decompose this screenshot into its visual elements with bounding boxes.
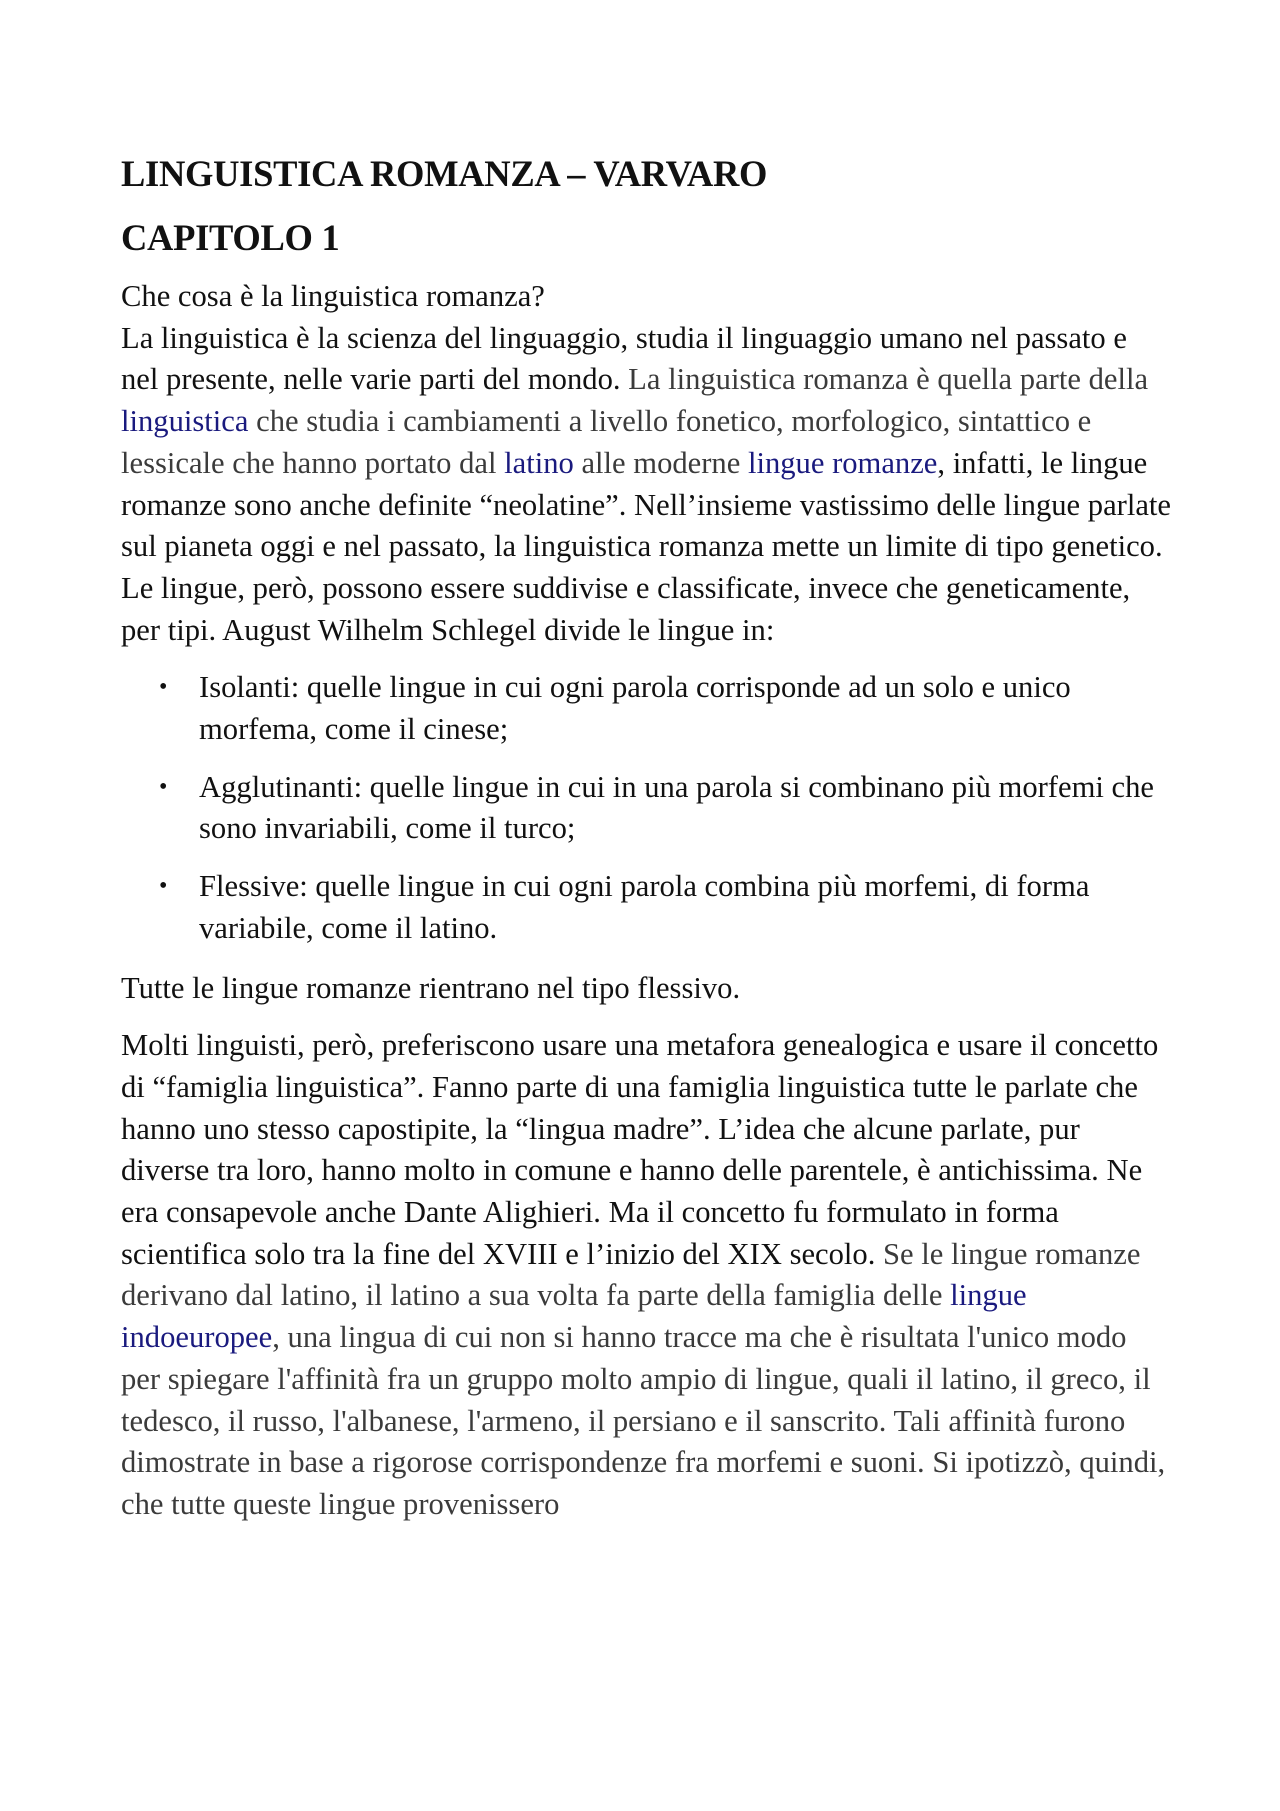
link-lingue-indoeuropee[interactable]: lingue indoeuropee: [121, 1278, 1027, 1355]
link-linguistica[interactable]: linguistica: [121, 404, 249, 439]
paragraph-famiglia-part-b: Se le lingue romanze derivano dal latino, il latino a sua volta fa parte della famiglia delle: [121, 1236, 1141, 1313]
list-item-isolanti: [121, 667, 1171, 750]
paragraph-definition-part-a: La linguistica è la scienza del linguaggio, studia il linguaggio umano nel passato e nel presente, nelle varie parti del mondo.: [121, 320, 1127, 397]
paragraph-definition-part-e: , infatti, le lingue romanze sono anche definite “neolatine”. Nell’insieme vastissimo delle lingue parlate sul pianeta oggi e nel passato, la linguistica romanza mette un limite di tipo genetico.: [121, 445, 1172, 564]
list-item-agglutinanti: [121, 767, 1171, 850]
bullet-icon: •: [159, 773, 168, 800]
chapter-heading: CAPITOLO 1: [121, 217, 340, 258]
list-item-text: Isolanti: quelle lingue in cui ogni parola corrisponde ad un solo e unico morfema, come il cinese;: [199, 670, 1071, 747]
document-title: LINGUISTICA ROMANZA – VARVARO: [121, 153, 768, 194]
list-item-flessive: [121, 866, 1171, 949]
paragraph-famiglia: [121, 1025, 1171, 1525]
link-latino[interactable]: latino: [504, 445, 574, 480]
document-page: [121, 152, 1171, 1526]
list-item-text: Flessive: quelle lingue in cui ogni parola combina più morfemi, di forma variabile, come il latino.: [199, 869, 1090, 945]
paragraph-classification: Le lingue, però, possono essere suddivise e classificate, invece che geneticamente, per tipi. August Wilhelm Schlegel divide le lingue in:: [121, 570, 1131, 647]
list-item-text: Agglutinanti: quelle lingue in cui in una parola si combinano più morfemi che sono invariabili, come il turco;: [199, 769, 1154, 846]
paragraph-famiglia-part-c: , una lingua di cui non si hanno tracce ma che è risultata l'unico modo per spiegare l'affinità fra un gruppo molto ampio di lingue, quali il latino, il greco, il tedesco, il russo, l'albanese, l'armeno, il persiano e il sanscrito. Tali affinità furono dimostrate in base a rigorose corrispondenze fra morfemi e suoni. Si ipotizzò, quindi, che tutte queste lingue provenissero: [121, 1320, 1166, 1521]
bullet-icon: •: [159, 674, 168, 701]
language-types-list: [121, 667, 1171, 949]
paragraph-definition-part-c: che studia i cambiamenti a livello fonetico, morfologico, sintattico e lessicale che hanno portato dal: [121, 404, 1092, 480]
paragraph-definition-part-b: La linguistica romanza è quella parte della: [620, 362, 1149, 397]
paragraph-famiglia-part-a: Molti linguisti, però, preferiscono usare una metafora genealogica e usare il concetto di “famiglia linguistica”. Fanno parte di una famiglia linguistica tutte le parlate che hanno uno stesso capostipite, la “lingua madre”. L’idea che alcune parlate, pur diverse tra loro, hanno molto in comune e hanno delle parentele, è antichissima. Ne era consapevole anche Dante Alighieri. Ma il concetto fu formulato in forma scientifica solo tra la fine del XVIII e l’inizio del XIX secolo.: [121, 1028, 1159, 1271]
section-question: Che cosa è la linguistica romanza?: [121, 279, 545, 313]
bullet-icon: •: [159, 873, 168, 900]
paragraph-flessivo: Tutte le lingue romanze rientrano nel tipo flessivo.: [121, 970, 741, 1005]
paragraph-definition: [121, 318, 1171, 568]
link-lingue-romanze[interactable]: lingue romanze: [747, 445, 938, 480]
paragraph-definition-part-d: alle moderne: [573, 445, 748, 480]
